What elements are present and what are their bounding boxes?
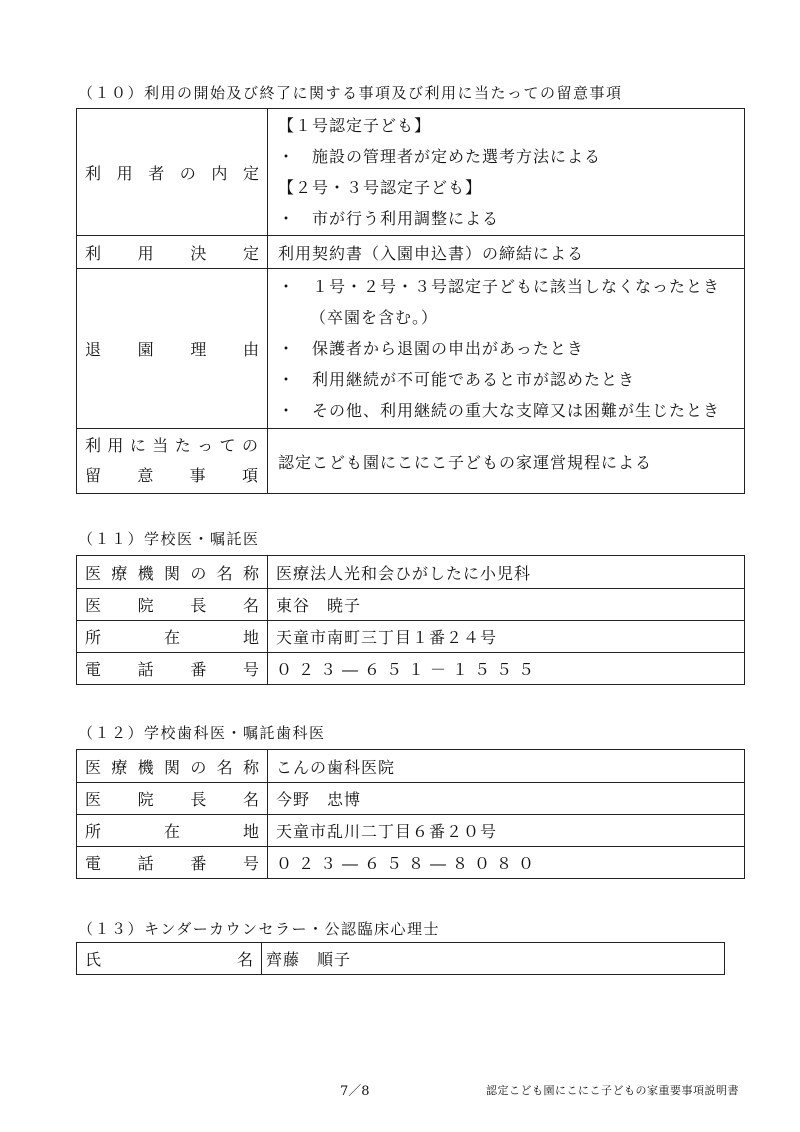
- row-value: [268, 556, 745, 589]
- label-char: の: [190, 563, 207, 583]
- content-line: ・ 利用継続が不可能であると市が認めたとき: [278, 370, 636, 389]
- label-char: 関: [163, 563, 180, 583]
- row-label: [77, 589, 268, 621]
- row-label: [77, 815, 268, 847]
- row-label: [77, 847, 268, 879]
- label-char: 名: [216, 563, 233, 583]
- footer-document-title: 認定こども園にこにこ子どもの家重要事項説明書: [486, 1084, 739, 1097]
- spread-label: [85, 657, 259, 680]
- spread-label: [85, 431, 259, 461]
- label-char: 名: [242, 596, 259, 615]
- label-char: 名: [216, 757, 233, 777]
- label-char: 意: [137, 466, 155, 485]
- label-char: 氏: [85, 950, 102, 969]
- row-value: [268, 589, 745, 621]
- value-text: 医療法人光和会ひがしたに小児科: [276, 563, 532, 583]
- value-text: 天童市南町三丁目１番２４号: [276, 628, 498, 647]
- label-char: 用: [107, 436, 125, 455]
- row-value: [268, 750, 745, 783]
- section-12-table: [76, 749, 745, 879]
- spread-label: [85, 625, 259, 648]
- label-char: 機: [137, 757, 154, 777]
- row-label: [77, 236, 268, 269]
- label-char: 療: [111, 563, 128, 583]
- table-row: [77, 750, 745, 783]
- row-value: [268, 109, 745, 236]
- row-label: [77, 943, 262, 975]
- table-row: [77, 589, 745, 621]
- row-value: [268, 847, 745, 879]
- table-row: [77, 943, 725, 975]
- content-line: ・ その他、利用継続の重大な支障又は困難が生じたとき: [278, 401, 721, 420]
- spread-label: [85, 851, 259, 874]
- label-char: 所: [85, 628, 102, 647]
- content-line: 【１号認定子ども】: [278, 116, 432, 135]
- label-char: 所: [85, 822, 102, 841]
- section-10-heading: （１０）利用の開始及び終了に関する事項及び利用に当たっての留意事項: [78, 84, 623, 102]
- label-char: 称: [242, 563, 259, 583]
- label-char: 関: [163, 757, 180, 777]
- label-char: 番: [190, 660, 207, 679]
- label-char: 利: [85, 436, 103, 455]
- spread-label: [85, 593, 259, 616]
- label-char: 理: [190, 340, 207, 359]
- row-value: [268, 236, 745, 269]
- content-line: ・ 市が行う利用調整による: [278, 209, 500, 228]
- section-11-table: [76, 555, 745, 685]
- row-label: [77, 621, 268, 653]
- table-row: [77, 269, 745, 429]
- label-char: の: [179, 163, 196, 183]
- content-line: （卒園を含む。）: [310, 308, 439, 327]
- table-row: [77, 653, 745, 685]
- label-char: 電: [85, 854, 102, 873]
- row-value: [268, 815, 745, 847]
- label-char: 決: [190, 243, 207, 263]
- label-char: 在: [163, 822, 180, 841]
- label-char: 話: [137, 854, 154, 873]
- content-line: ・ 保護者から退園の申出があったとき: [278, 339, 584, 358]
- label-char: 者: [148, 163, 165, 183]
- spread-label: [85, 787, 259, 810]
- label-char: 院: [137, 596, 154, 615]
- section-13-heading: （１３）キンダーカウンセラー・公認臨床心理士: [78, 920, 440, 938]
- label-char: 機: [137, 563, 154, 583]
- label-char: 話: [137, 660, 154, 679]
- label-char: た: [174, 436, 192, 455]
- row-value: [268, 621, 745, 653]
- value-text: こんの歯科医院: [276, 757, 396, 777]
- table-row: [77, 783, 745, 815]
- section-11-heading: （１１）学校医・嘱託医: [78, 530, 260, 548]
- value-text: 認定こども園にこにこ子どもの家運営規程による: [278, 452, 653, 472]
- page-number: 7／8: [340, 1084, 370, 1099]
- label-char: 番: [190, 854, 207, 873]
- content-line: 【２号・３号認定子ども】: [278, 178, 483, 197]
- label-char: 医: [85, 563, 102, 583]
- spread-label: [85, 461, 259, 491]
- label-char: て: [219, 436, 237, 455]
- table-row: [77, 621, 745, 653]
- row-value: [268, 783, 745, 815]
- section-12-heading: （１２）学校歯科医・嘱託歯科医: [78, 724, 326, 742]
- content-line: ・ １号・２号・３号認定子どもに該当しなくなったとき: [278, 277, 721, 296]
- label-char: 園: [137, 340, 154, 359]
- value-text: 東谷 暁子: [276, 596, 362, 615]
- row-value: [268, 429, 745, 494]
- row-label: [77, 429, 268, 494]
- label-char: 留: [85, 466, 103, 485]
- section-13-table: [76, 942, 725, 975]
- spread-label: [85, 337, 259, 360]
- value-text: 天童市乱川二丁目６番２０号: [276, 822, 498, 841]
- row-label: [77, 750, 268, 783]
- value-text: 齊藤 順子: [266, 950, 352, 969]
- label-char: 当: [152, 436, 170, 455]
- label-char: 医: [85, 790, 102, 809]
- label-char: っ: [197, 436, 215, 455]
- table-row: [77, 556, 745, 589]
- value-text: ０２３―６５１－１５５５: [276, 660, 541, 679]
- label-char: 在: [163, 628, 180, 647]
- label-char: 地: [242, 822, 259, 841]
- row-value: [268, 269, 745, 429]
- label-char: 長: [190, 596, 207, 615]
- label-char: の: [241, 436, 259, 455]
- label-char: 号: [242, 660, 259, 679]
- label-char: 用: [137, 243, 154, 263]
- label-char: 定: [242, 243, 259, 263]
- label-char: 医: [85, 757, 102, 777]
- label-char: 事: [189, 466, 207, 485]
- label-char: 療: [111, 757, 128, 777]
- label-char: 項: [241, 466, 259, 485]
- row-label: [77, 783, 268, 815]
- label-char: 退: [85, 340, 102, 359]
- label-char: の: [190, 757, 207, 777]
- row-label: [77, 109, 268, 236]
- label-char: 名: [236, 950, 253, 969]
- label-char: 用: [116, 163, 133, 183]
- spread-label: [85, 755, 259, 778]
- label-char: 由: [242, 340, 259, 359]
- value-text: 利用契約書（入園申込書）の締結による: [278, 243, 585, 263]
- label-char: 地: [242, 628, 259, 647]
- label-char: 院: [137, 790, 154, 809]
- label-char: に: [129, 436, 147, 455]
- spread-label: [85, 561, 259, 584]
- label-char: 医: [85, 596, 102, 615]
- section-10-table: [76, 108, 745, 494]
- table-row: [77, 815, 745, 847]
- value-text: 今野 忠博: [276, 790, 362, 809]
- row-value: [268, 653, 745, 685]
- table-row: [77, 236, 745, 269]
- row-value: [262, 943, 725, 975]
- label-char: 称: [242, 757, 259, 777]
- label-char: 利: [85, 243, 102, 263]
- label-char: 内: [211, 163, 228, 183]
- row-label: [77, 556, 268, 589]
- label-char: 号: [242, 854, 259, 873]
- spread-label: [85, 947, 253, 970]
- row-label: [77, 269, 268, 429]
- label-char: 名: [242, 790, 259, 809]
- row-label: [77, 653, 268, 685]
- label-char: 利: [85, 163, 102, 183]
- spread-label: [85, 241, 259, 264]
- content-line: ・ 施設の管理者が定めた選考方法による: [278, 147, 602, 166]
- label-char: 長: [190, 790, 207, 809]
- label-char: 電: [85, 660, 102, 679]
- spread-label: [85, 819, 259, 842]
- table-row: [77, 847, 745, 879]
- table-row: [77, 429, 745, 494]
- table-row: [77, 109, 745, 236]
- value-text: ０２３―６５８―８０８０: [276, 854, 541, 873]
- spread-label: [85, 161, 259, 184]
- label-char: 定: [242, 163, 259, 183]
